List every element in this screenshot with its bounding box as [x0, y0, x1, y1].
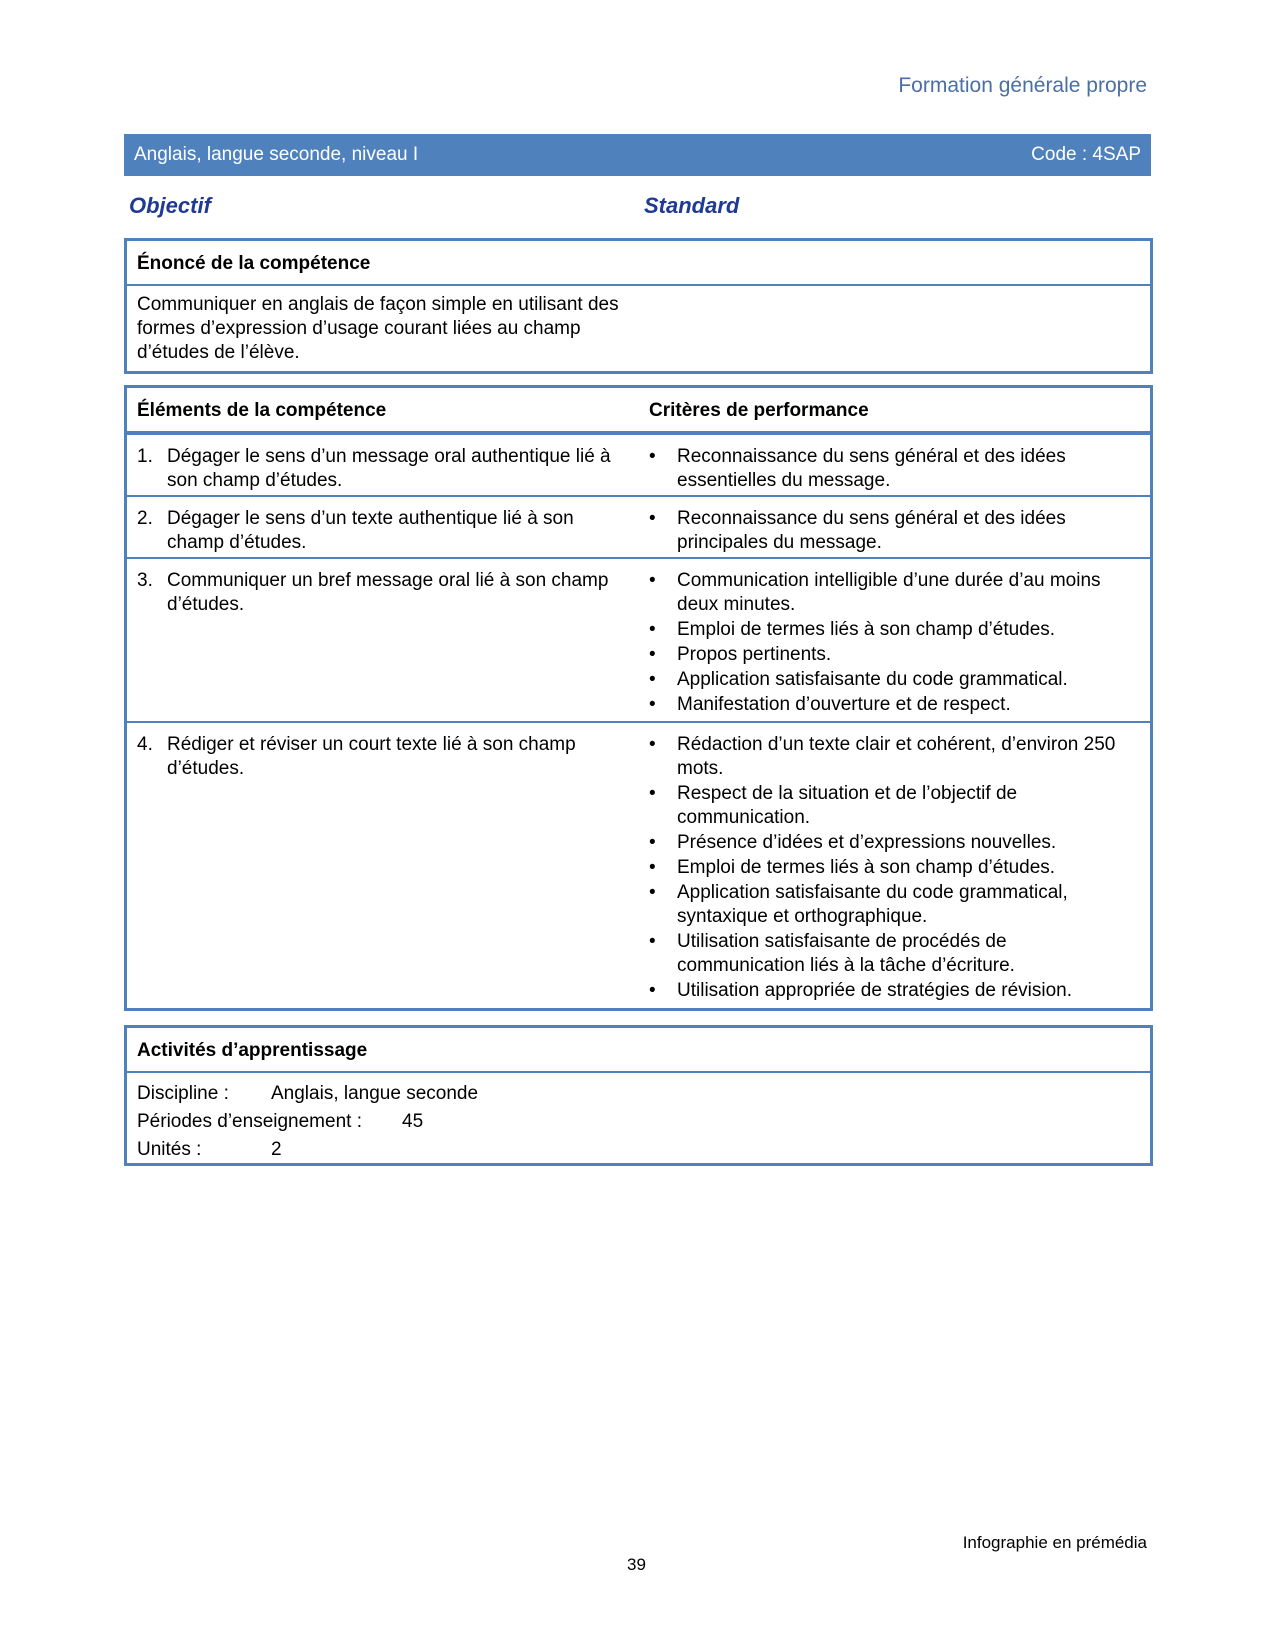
element-description: Communiquer un bref message oral lié à son champ d’études.	[167, 570, 609, 615]
element-row	[127, 495, 1150, 557]
criterion	[649, 618, 1119, 642]
bullet-icon: •	[649, 882, 656, 903]
criterion	[649, 782, 1119, 830]
criterion-text: Manifestation d’ouverture et de respect.	[677, 694, 1011, 715]
bullet-icon: •	[649, 832, 656, 853]
course-title: Anglais, langue seconde, niveau I	[134, 144, 419, 165]
objectif-label: Objectif	[129, 193, 211, 218]
criterion-text: Emploi de termes liés à son champ d’études.	[677, 857, 1056, 878]
criterion	[649, 856, 1119, 880]
activites-box	[124, 1025, 1153, 1166]
element-description: Dégager le sens d’un message oral authentique lié à son champ d’études.	[167, 446, 611, 491]
bullet-icon: •	[649, 783, 656, 804]
criterion	[649, 831, 1119, 855]
criteria-list	[649, 445, 1119, 494]
course-code: Code : 4SAP	[1031, 144, 1141, 165]
enonce-heading: Énoncé de la compétence	[137, 253, 371, 274]
element-number: 4.	[137, 734, 153, 755]
criterion-text: Rédaction d’un texte clair et cohérent, d’environ 250 mots.	[677, 734, 1116, 779]
criterion	[649, 930, 1119, 978]
criterion	[649, 881, 1119, 929]
criterion-text: Communication intelligible d’une durée d’au moins deux minutes.	[677, 570, 1101, 615]
elements-heading: Éléments de la compétence	[137, 400, 387, 421]
bullet-icon: •	[649, 694, 656, 715]
enonce-box	[124, 238, 1153, 374]
unites-value: 2	[271, 1139, 282, 1160]
criterion-text: Propos pertinents.	[677, 644, 832, 665]
activites-head	[127, 1028, 1150, 1073]
bullet-icon: •	[649, 619, 656, 640]
criterion-text: Reconnaissance du sens général et des idées principales du message.	[677, 508, 1066, 553]
criterion	[649, 445, 1119, 493]
criterion-text: Respect de la situation et de l’objectif de communication.	[677, 783, 1018, 828]
bullet-icon: •	[649, 857, 656, 878]
enonce-head	[127, 241, 1150, 286]
standard-label: Standard	[644, 193, 740, 218]
element-text	[137, 507, 632, 555]
bullet-icon: •	[649, 669, 656, 690]
criterion-text: Utilisation appropriée de stratégies de révision.	[677, 980, 1072, 1001]
criterion	[649, 693, 1119, 717]
criteria-list	[649, 569, 1119, 718]
bullet-icon: •	[649, 980, 656, 1001]
criterion	[649, 668, 1119, 692]
element-number: 1.	[137, 446, 153, 467]
element-row	[127, 721, 1150, 1008]
criteres-heading: Critères de performance	[649, 400, 869, 421]
criterion-text: Application satisfaisante du code grammatical.	[677, 669, 1068, 690]
element-number: 2.	[137, 508, 153, 529]
page-number: 39	[627, 1555, 646, 1574]
unites-label: Unités :	[137, 1139, 202, 1160]
criterion	[649, 507, 1119, 555]
element-text	[137, 733, 632, 781]
enonce-text: Communiquer en anglais de façon simple en utilisant des formes d’expression d’usage courant liées au champ d’études de l’élève.	[137, 294, 619, 363]
criterion-text: Emploi de termes liés à son champ d’études.	[677, 619, 1056, 640]
criterion	[649, 643, 1119, 667]
discipline-value: Anglais, langue seconde	[271, 1083, 479, 1104]
criterion-text: Application satisfaisante du code grammatical, syntaxique et orthographique.	[677, 882, 1068, 927]
course-title-band	[124, 134, 1151, 176]
footer-program: Infographie en prémédia	[962, 1533, 1147, 1552]
bullet-icon: •	[649, 508, 656, 529]
criterion-text: Reconnaissance du sens général et des idées essentielles du message.	[677, 446, 1066, 491]
criterion-text: Utilisation satisfaisante de procédés de communication liés à la tâche d’écriture.	[677, 931, 1015, 976]
running-header: Formation générale propre	[898, 74, 1147, 97]
criterion	[649, 569, 1119, 617]
bullet-icon: •	[649, 570, 656, 591]
elements-box	[124, 385, 1153, 1011]
bullet-icon: •	[649, 734, 656, 755]
bullet-icon: •	[649, 644, 656, 665]
criterion	[649, 733, 1119, 781]
element-description: Dégager le sens d’un texte authentique lié à son champ d’études.	[167, 508, 574, 553]
bullet-icon: •	[649, 446, 656, 467]
criterion	[649, 979, 1119, 1003]
element-row	[127, 557, 1150, 721]
element-text	[137, 445, 632, 493]
criteria-list	[649, 507, 1119, 556]
bullet-icon: •	[649, 931, 656, 952]
element-description: Rédiger et réviser un court texte lié à son champ d’études.	[167, 734, 576, 779]
periodes-value: 45	[402, 1111, 424, 1132]
element-row	[127, 433, 1150, 495]
activites-heading: Activités d’apprentissage	[137, 1040, 368, 1061]
element-text	[137, 569, 632, 617]
criteria-list	[649, 733, 1119, 1004]
periodes-label: Périodes d’enseignement :	[137, 1111, 362, 1132]
criterion-text: Présence d’idées et d’expressions nouvelles.	[677, 832, 1057, 853]
elements-head	[127, 388, 1150, 433]
element-number: 3.	[137, 570, 153, 591]
discipline-label: Discipline :	[137, 1083, 229, 1104]
